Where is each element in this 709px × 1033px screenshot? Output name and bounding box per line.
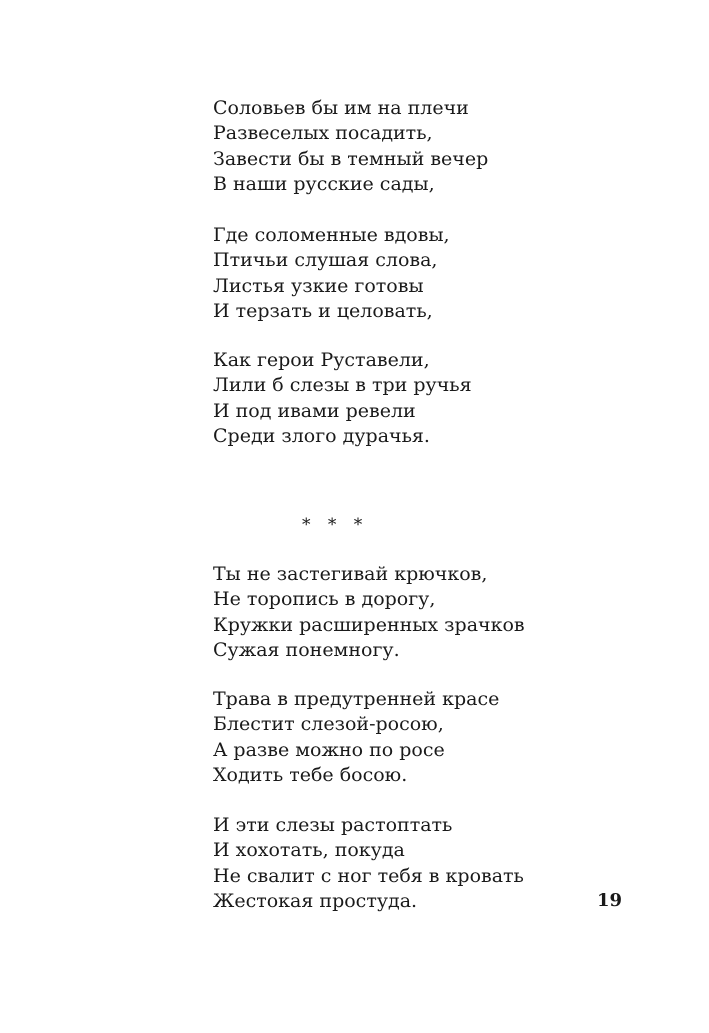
poem-line: Трава в предутренней красе xyxy=(213,688,500,710)
poem2-stanza-1 xyxy=(213,562,525,663)
poem1-stanza-2 xyxy=(213,223,450,324)
poem-line: В наши русские сады, xyxy=(213,172,435,195)
poem-line: А разве можно по росе xyxy=(213,738,445,761)
poem-line: Жестокая простуда. xyxy=(213,889,418,912)
poem-line: Завести бы в темный вечер xyxy=(213,147,489,170)
poem-line: Кружки расширенных зрачков xyxy=(213,613,525,636)
poem-line: Листья узкие готовы xyxy=(213,274,424,297)
section-separator: * * * xyxy=(302,515,369,535)
page-number: 19 xyxy=(597,890,623,911)
poem-line: И эти слезы растоптать xyxy=(213,814,453,836)
poem-line: Сужая понемногу. xyxy=(213,638,400,661)
poem2-stanza-3 xyxy=(213,813,524,914)
poem-line: Как герои Руставели, xyxy=(213,349,430,371)
poem2-stanza-2 xyxy=(213,687,499,788)
poem-line: Где соломенные вдовы, xyxy=(213,224,450,246)
poem-line: Среди злого дурачья. xyxy=(213,424,430,447)
poem-line: И терзать и целовать, xyxy=(213,299,433,322)
poem1-stanza-3 xyxy=(213,348,472,449)
poem-line: Лили б слезы в три ручья xyxy=(213,374,472,397)
poem-line: Птичьи слушая слова, xyxy=(213,249,438,272)
poem1-stanza-1 xyxy=(213,96,488,197)
poem-line: Ты не застегивай крючков, xyxy=(213,563,488,585)
poem-line: Блестит слезой-росою, xyxy=(213,713,444,736)
poem-line: Соловьев бы им на плечи xyxy=(213,97,469,119)
poem-line: И под ивами ревели xyxy=(213,399,416,422)
poem-line: И хохотать, покуда xyxy=(213,839,405,862)
poem-line: Ходить тебе босою. xyxy=(213,763,408,786)
poem-line: Развеселых посадить, xyxy=(213,122,433,145)
poem-line: Не свалит с ног тебя в кровать xyxy=(213,864,524,887)
poem-line: Не торопись в дорогу, xyxy=(213,588,436,611)
